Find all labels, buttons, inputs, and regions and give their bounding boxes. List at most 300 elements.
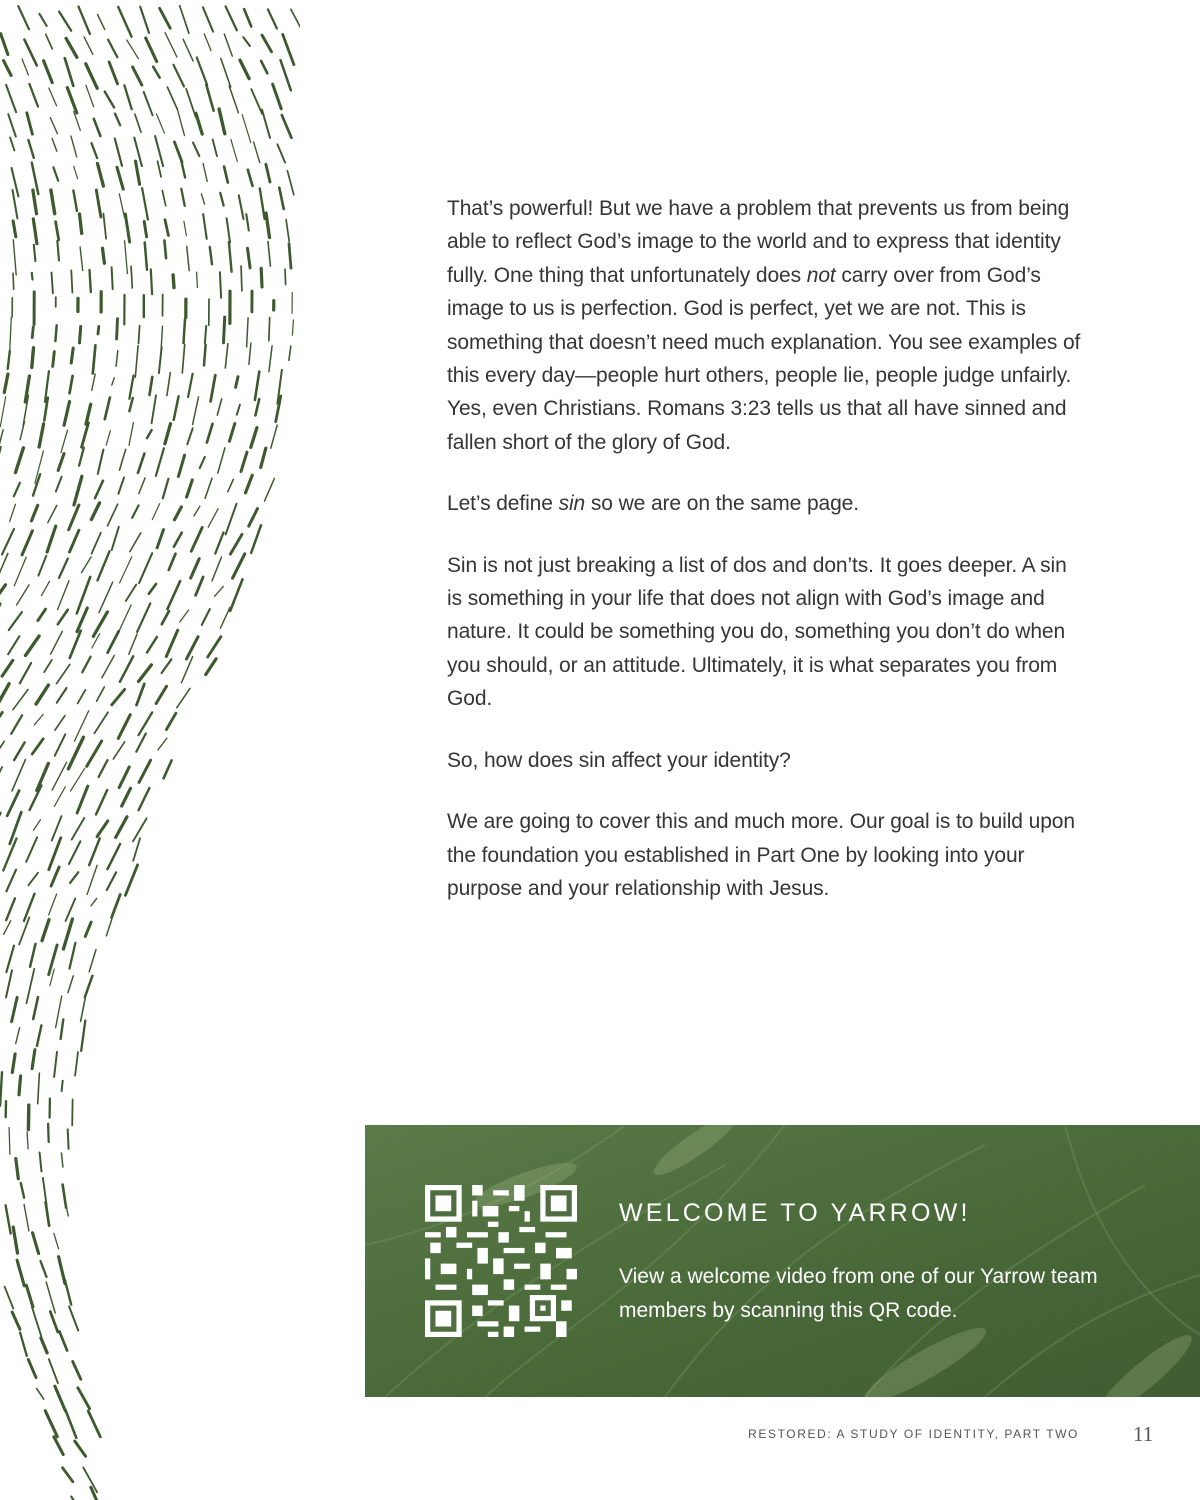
decorative-dash (71, 768, 85, 791)
decorative-dash (125, 214, 129, 242)
decorative-dash (13, 221, 16, 237)
decorative-dash (225, 344, 228, 368)
decorative-dash (261, 448, 266, 467)
decorative-dash (197, 58, 207, 85)
decorative-dash (69, 505, 79, 530)
decorative-dash (119, 767, 129, 788)
decorative-dash (221, 59, 231, 88)
decorative-dash (248, 248, 251, 268)
decorative-dash (197, 272, 198, 287)
decorative-dash (57, 688, 67, 703)
decorative-dash (204, 345, 206, 366)
decorative-dash (203, 214, 207, 239)
page-number: 11 (1133, 1422, 1154, 1446)
decorative-dash (94, 119, 101, 136)
decorative-dash (65, 58, 74, 86)
decorative-dash (112, 527, 119, 550)
decorative-dash (194, 506, 200, 516)
decorative-dash (196, 113, 202, 134)
decorative-dash (158, 161, 162, 177)
decorative-dash (49, 894, 57, 915)
decorative-dash (213, 140, 217, 157)
decorative-dash (13, 240, 16, 275)
decorative-dash (153, 67, 159, 78)
decorative-dash (215, 586, 224, 596)
decorative-dash (0, 712, 2, 733)
banner-title: WELCOME TO YARROW! (619, 1199, 971, 1227)
decorative-dash (71, 1497, 82, 1500)
decorative-dash (202, 609, 210, 625)
decorative-dash (51, 631, 63, 654)
decorative-dash (191, 528, 202, 552)
decorative-dash (147, 430, 152, 438)
decorative-dash (112, 267, 113, 289)
decorative-dash (0, 1072, 2, 1105)
decorative-dash (13, 190, 18, 218)
decorative-dash (217, 399, 221, 415)
decorative-dash (227, 218, 230, 242)
decorative-dash (98, 326, 99, 334)
decorative-dash (212, 557, 222, 581)
decorative-dash (36, 685, 48, 704)
decorative-dash (10, 138, 14, 151)
decorative-dash (17, 1260, 24, 1286)
decorative-dash (186, 89, 195, 117)
decorative-dash (203, 164, 207, 182)
decorative-dash (115, 139, 122, 166)
decorative-dash (224, 34, 232, 56)
decorative-dash (243, 37, 250, 46)
decorative-dash (174, 533, 182, 547)
decorative-dash (10, 504, 16, 521)
decorative-dash (71, 136, 77, 157)
decorative-dash (37, 1025, 42, 1046)
decorative-dash (6, 1205, 11, 1233)
decorative-dash (129, 376, 133, 399)
decorative-dash (155, 136, 163, 166)
decorative-dash (180, 6, 189, 33)
decorative-dash (162, 611, 169, 624)
decorative-dash (55, 325, 56, 341)
decorative-dash (65, 1280, 71, 1305)
decorative-dash (81, 557, 91, 573)
decorative-dash (34, 245, 36, 261)
decorative-dash (93, 345, 96, 373)
decorative-dash (53, 352, 55, 367)
welcome-banner (365, 1125, 1200, 1397)
decorative-dash (261, 61, 267, 73)
decorative-dash (29, 84, 38, 107)
decorative-dash (139, 712, 153, 735)
decorative-dash (27, 969, 35, 1003)
decorative-dash (26, 837, 37, 862)
decorative-dash (11, 715, 22, 734)
decorative-dash (251, 525, 261, 553)
decorative-dash (158, 738, 167, 750)
decorative-dash (20, 1333, 27, 1356)
decorative-dash (71, 270, 72, 292)
decorative-dash (58, 610, 68, 625)
decorative-dash (187, 428, 192, 444)
decorative-dash (80, 214, 82, 233)
decorative-dash (118, 7, 131, 37)
decorative-dash (156, 448, 164, 476)
decorative-dash (52, 139, 57, 152)
decorative-dash (131, 266, 132, 288)
decorative-dash (63, 919, 72, 949)
decorative-dash (219, 109, 225, 134)
decorative-dash (42, 581, 50, 595)
decorative-dash (70, 943, 76, 969)
decorative-dash (191, 559, 200, 578)
decorative-dash (156, 686, 166, 703)
decorative-dash (127, 40, 139, 59)
decorative-dash (237, 405, 240, 415)
decorative-dash (66, 899, 76, 922)
decorative-dash (28, 140, 33, 158)
decorative-dash (108, 40, 117, 58)
decorative-dash (39, 14, 46, 26)
decorative-dash (85, 976, 93, 998)
decorative-dash (12, 760, 25, 791)
decorative-dash (55, 734, 66, 755)
decorative-dash (70, 530, 79, 552)
decorative-dash (47, 526, 56, 552)
decorative-dash (146, 38, 157, 62)
decorative-dash (218, 448, 225, 473)
decorative-dash (9, 612, 22, 630)
decorative-dash (54, 1233, 59, 1248)
decorative-dash (59, 559, 68, 578)
decorative-dash (77, 786, 88, 813)
decorative-dash (207, 424, 213, 443)
decorative-dash (133, 838, 140, 861)
decorative-dash (61, 1020, 64, 1040)
decorative-dash (144, 92, 153, 115)
decorative-dash (74, 166, 78, 179)
decorative-dash (105, 398, 110, 420)
decorative-dash (91, 898, 97, 905)
decorative-dash (201, 194, 204, 204)
decorative-dash (14, 557, 26, 586)
decorative-dash (106, 919, 112, 936)
decorative-dash (70, 376, 73, 393)
decorative-dash (84, 37, 93, 55)
decorative-dash (129, 398, 132, 411)
decorative-dash (241, 452, 247, 471)
decorative-dash (30, 786, 42, 811)
decorative-dash (220, 193, 223, 206)
decorative-dash (268, 9, 277, 28)
decorative-dash (33, 190, 37, 214)
decorative-dash (147, 637, 157, 653)
decorative-dash (50, 118, 57, 134)
decorative-dash (56, 222, 59, 240)
decorative-dash (229, 424, 234, 442)
decorative-dash (92, 374, 96, 390)
decorative-dash (89, 838, 100, 865)
decorative-dash (8, 351, 10, 369)
decorative-dash (29, 873, 39, 886)
decorative-dash (38, 1073, 40, 1104)
decorative-dash (45, 1411, 57, 1437)
decorative-dash-pattern (0, 0, 300, 1500)
decorative-dash (32, 273, 33, 280)
decorative-dash (2, 660, 13, 676)
decorative-dash (120, 449, 126, 470)
decorative-dash (248, 170, 253, 186)
decorative-dash (59, 1331, 67, 1350)
footer-book-title: RESTORED: A STUDY OF IDENTITY, PART TWO (748, 1427, 1079, 1441)
decorative-dash (246, 475, 253, 493)
decorative-dash (55, 716, 65, 730)
decorative-dash (7, 791, 19, 816)
banner-description: View a welcome video from one of our Yarrow team members by scanning this QR code. (619, 1265, 1098, 1322)
decorative-dash (236, 377, 238, 388)
decorative-dash (178, 455, 184, 476)
decorative-dash (205, 326, 206, 343)
decorative-dash (68, 1129, 69, 1148)
decorative-dash (292, 320, 293, 335)
decorative-dash (224, 167, 228, 183)
decorative-dash (269, 318, 270, 341)
decorative-dash (119, 194, 124, 218)
decorative-dash (107, 872, 116, 890)
decorative-dash (268, 242, 270, 267)
decorative-dash (69, 841, 80, 864)
decorative-dash (9, 1128, 10, 1155)
decorative-dash (113, 742, 124, 759)
decorative-dash (73, 191, 77, 212)
decorative-dash (260, 189, 265, 220)
decorative-dash (183, 39, 193, 61)
decorative-dash (120, 557, 132, 583)
decorative-dash (184, 221, 187, 235)
decorative-dash (49, 1359, 58, 1383)
decorative-dash (91, 503, 99, 520)
decorative-dash (32, 1307, 41, 1336)
decorative-dash (249, 509, 258, 527)
decorative-dash (118, 715, 130, 739)
decorative-dash (166, 630, 177, 656)
decorative-dash (117, 167, 123, 189)
decorative-dash (17, 585, 30, 605)
decorative-dash (14, 743, 24, 761)
decorative-dash (68, 737, 83, 769)
decorative-dash (233, 554, 245, 578)
decorative-dash (229, 86, 238, 113)
decorative-dash (145, 242, 147, 269)
decorative-dash (92, 533, 101, 554)
decorative-dash (105, 92, 114, 108)
decorative-dash (41, 1338, 47, 1353)
qr-code-icon[interactable] (425, 1185, 577, 1337)
decorative-dash (51, 867, 59, 886)
decorative-dash (52, 273, 53, 294)
decorative-dash (182, 344, 184, 373)
decorative-dash (283, 34, 294, 64)
decorative-dash (160, 8, 171, 28)
decorative-dash (8, 114, 16, 136)
decorative-dash (34, 820, 41, 830)
decorative-dash (46, 1282, 55, 1313)
decorative-dash (116, 817, 127, 838)
decorative-dash (81, 1021, 85, 1051)
decorative-dash (98, 14, 105, 29)
decorative-dash (57, 241, 59, 261)
decorative-dash (74, 711, 88, 741)
decorative-dash (0, 585, 6, 599)
decorative-dash (40, 1153, 42, 1172)
decorative-dash (78, 690, 86, 704)
decorative-dash (266, 213, 270, 238)
decorative-dash (182, 657, 193, 683)
decorative-dash (34, 715, 43, 725)
decorative-dash (86, 64, 97, 89)
decorative-dash (187, 480, 193, 497)
decorative-dash (49, 88, 57, 106)
decorative-dash (112, 689, 125, 704)
decorative-dash (81, 998, 86, 1021)
decorative-dash (261, 268, 262, 287)
decorative-dash (262, 35, 272, 52)
decorative-dash (12, 1054, 15, 1072)
decorative-dash (59, 12, 71, 31)
decorative-dash (24, 40, 36, 66)
decorative-dash (220, 607, 230, 628)
decorative-dash (13, 690, 28, 710)
decorative-dash (117, 319, 118, 339)
decorative-dash (230, 579, 242, 611)
decorative-dash (165, 33, 177, 57)
decorative-dash (175, 507, 182, 520)
decorative-dash (38, 609, 46, 620)
decorative-dash (188, 374, 193, 397)
decorative-dash (90, 270, 91, 292)
decorative-dash (136, 161, 140, 184)
decorative-dash (98, 551, 110, 580)
decorative-dash (20, 422, 24, 440)
decorative-dash (14, 483, 20, 497)
decorative-dash (151, 269, 152, 294)
decorative-dash (75, 1441, 86, 1456)
decorative-dash (46, 34, 53, 49)
decorative-dash (12, 1312, 20, 1329)
decorative-dash (226, 504, 237, 535)
decorative-dash (2, 529, 14, 555)
decorative-dash (130, 533, 141, 552)
decorative-dash (88, 1411, 100, 1437)
decorative-dash (266, 164, 270, 182)
decorative-dash (211, 375, 216, 401)
decorative-dash (285, 269, 286, 284)
decorative-dash (22, 531, 32, 555)
decorative-dash (10, 317, 12, 349)
decorative-dash (93, 612, 107, 637)
decorative-dash (54, 787, 65, 807)
decorative-dash (16, 1028, 20, 1044)
decorative-dash (67, 88, 77, 113)
decorative-dash (156, 114, 164, 133)
decorative-dash (103, 248, 105, 263)
decorative-dash (20, 663, 31, 683)
decorative-dash (61, 430, 68, 452)
decorative-dash (66, 38, 77, 57)
decorative-dash (140, 7, 149, 33)
decorative-dash (19, 1076, 21, 1095)
decorative-dash (94, 712, 108, 733)
decorative-dash (96, 790, 107, 815)
decorative-dash (165, 424, 171, 444)
decorative-dash (269, 346, 272, 372)
decorative-dash (33, 219, 37, 244)
decorative-dash (157, 530, 163, 548)
decorative-dash (162, 191, 165, 206)
decorative-dash (54, 1437, 63, 1455)
decorative-dash (116, 351, 118, 367)
decorative-dash (0, 684, 9, 704)
decorative-dash (139, 553, 152, 583)
decorative-dash (289, 346, 291, 360)
decorative-dash (150, 377, 153, 395)
decorative-dash (177, 109, 184, 136)
decorative-dash (54, 1052, 57, 1077)
decorative-dash (0, 767, 2, 783)
decorative-dash (70, 872, 78, 883)
decorative-dash (99, 760, 108, 777)
decorative-dash (165, 220, 168, 236)
decorative-dash (204, 34, 211, 51)
decorative-dash (226, 6, 237, 30)
decorative-dash (74, 476, 82, 505)
decorative-dash (193, 143, 199, 156)
decorative-dash (138, 454, 145, 473)
decorative-dash (167, 373, 170, 396)
decorative-dash (174, 396, 179, 420)
decorative-dash (86, 85, 94, 106)
decorative-dash (229, 242, 232, 272)
decorative-dash (254, 142, 260, 163)
decorative-dash (181, 189, 184, 206)
decorative-dash (135, 346, 138, 378)
decorative-dash (122, 788, 131, 806)
decorative-dash (210, 247, 212, 264)
decorative-dash (58, 581, 69, 610)
decorative-dash (13, 273, 14, 289)
decorative-dash (98, 164, 104, 187)
decorative-dash (53, 167, 58, 180)
decorative-dash (62, 1081, 63, 1091)
decorative-dash (57, 664, 70, 683)
decorative-dash (32, 348, 34, 368)
decorative-dash (251, 428, 257, 448)
paragraph-question: So, how does sin affect your identity? (447, 748, 791, 772)
decorative-dash (281, 60, 291, 90)
decorative-dash (135, 114, 141, 132)
decorative-dash (193, 397, 199, 425)
decorative-dash (55, 1386, 65, 1411)
decorative-dash (124, 85, 131, 109)
decorative-dash (139, 788, 150, 810)
decorative-dash (58, 454, 64, 471)
decorative-dash (32, 327, 33, 338)
decorative-dash (132, 505, 138, 517)
decorative-dash (149, 584, 156, 594)
decorative-dash (78, 1388, 90, 1409)
decorative-dash (240, 60, 249, 79)
decorative-dash (97, 687, 105, 701)
decorative-dash (8, 636, 19, 654)
